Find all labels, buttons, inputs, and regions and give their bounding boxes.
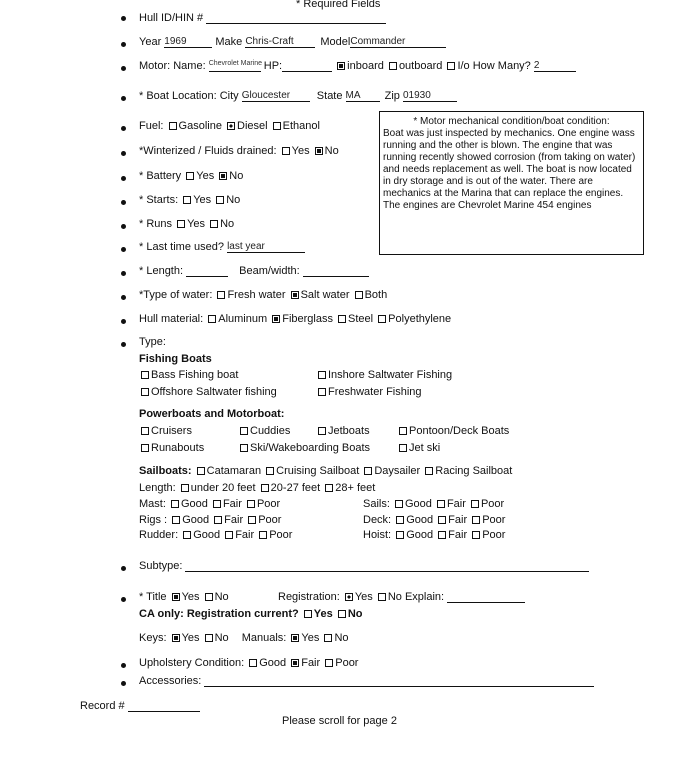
runs-yes-checkbox[interactable] [177,220,185,228]
both-water-label: Both [364,289,388,301]
hp-field[interactable] [282,60,332,72]
jetboats-label: Jetboats [328,425,370,437]
rudder-label: Rudder: [139,529,179,541]
subtype-label: Subtype: [139,560,183,572]
runabouts-checkbox[interactable] [141,444,149,452]
upholstery-fair-label: Fair [301,657,321,669]
runs-label: * Runs [139,218,173,230]
poor-label: Poor [480,498,505,510]
hoist-row [363,529,505,541]
subtype-row [139,560,589,572]
winterized-no-label: No [324,145,339,157]
io-checkbox[interactable] [447,62,455,70]
water-row [139,289,387,301]
cuddies-option[interactable] [238,425,290,437]
make-label: Make [215,36,243,48]
poor-label: Poor [482,529,506,541]
subtype-field[interactable] [185,560,589,572]
required-fields-note: * Required Fields [296,0,381,10]
ethanol-label: Ethanol [282,120,320,132]
bullet [121,176,126,181]
cruising-sailboat-label: Cruising Sailboat [276,465,360,477]
city-field[interactable]: Gloucester [242,90,310,102]
battery-row [139,170,243,182]
title-no-label: No [214,591,229,603]
bullet [121,597,126,602]
steel-label: Steel [348,313,374,325]
year-label: Year [139,36,162,48]
winterized-yes-checkbox[interactable] [282,147,290,155]
battery-no-label: No [229,170,244,182]
good-label: Good [406,529,434,541]
good-label: Good [406,514,434,526]
type-label: Type: [139,336,166,348]
bass-label: Bass Fishing boat [151,369,239,381]
condition-notes-text: Boat was just inspected by mechanics. One engine wass running and the other is blown. The engine that was running recently showed corrosion (from taking on water) and needs replacement as well. The boat is now located in dry storage and is out of the water. There are mechanics at the Marina that can replace the engines. The engines are Chevrolet Marine 454 engines [383,128,636,211]
beam-field[interactable] [303,265,369,277]
hp-label: HP: [263,60,283,72]
ca-yes-checkbox[interactable] [304,610,312,618]
fiberglass-label: Fiberglass [282,313,333,325]
upholstery-poor-checkbox[interactable] [325,659,333,667]
length-row [139,265,369,277]
accessories-row [139,675,594,687]
bullet [121,663,126,668]
upholstery-good-checkbox[interactable] [249,659,257,667]
jetski-checkbox[interactable] [399,444,407,452]
motor-name-label: Motor: Name: [139,60,206,72]
sail-length-row [139,482,375,494]
winterized-yes-label: Yes [291,145,310,157]
cuddies-checkbox[interactable] [240,427,248,435]
beam-label: Beam/width: [239,265,300,277]
scroll-note: Please scroll for page 2 [282,715,397,727]
starts-yes-label: Yes [193,194,212,206]
sailboats-heading: Sailboats: [139,465,192,477]
manuals-no-label: No [334,632,349,644]
daysailer-label: Daysailer [374,465,421,477]
registration-no-checkbox[interactable] [378,593,386,601]
condition-notes-box[interactable] [379,111,644,255]
runs-yes-label: Yes [187,218,206,230]
good-label: Good [193,529,221,541]
poor-label: Poor [258,514,282,526]
keys-label: Keys: [139,632,167,644]
rigs-row [139,514,281,526]
sails-poor-checkbox[interactable] [471,500,479,508]
starts-yes-checkbox[interactable] [183,196,191,204]
gasoline-checkbox[interactable] [169,122,177,130]
under20-checkbox[interactable] [181,484,189,492]
hoist-poor-checkbox[interactable] [472,531,480,539]
ethanol-checkbox[interactable] [273,122,281,130]
registration-no-label: No Explain: [387,591,445,603]
manuals-yes-label: Yes [301,632,320,644]
salt-water-checkbox[interactable] [291,291,299,299]
catamaran-checkbox[interactable] [197,467,205,475]
accessories-field[interactable] [204,675,594,687]
bullet [121,96,126,101]
inboard-label: inboard [347,60,384,72]
28plus-checkbox[interactable] [325,484,333,492]
aluminum-checkbox[interactable] [208,315,216,323]
powerboats-heading: Powerboats and Motorboat: [139,408,285,420]
accessories-label: Accessories: [139,675,202,687]
jetboats-checkbox[interactable] [318,427,326,435]
fair-label: Fair [222,498,242,510]
length-field[interactable] [186,265,228,277]
rigs-fair-checkbox[interactable] [214,516,222,524]
last-used-field[interactable]: last year [227,241,305,253]
upholstery-good-label: Good [259,657,287,669]
inshore-checkbox[interactable] [318,371,326,379]
bullet [121,126,126,131]
registration-explain-field[interactable] [447,591,525,603]
keys-row [139,632,349,644]
deck-row [363,514,505,526]
good-label: Good [182,514,210,526]
last-used-label: * Last time used? [139,241,224,253]
inshore-option[interactable] [316,369,452,381]
record-field[interactable] [128,700,200,712]
runs-no-label: No [220,218,235,230]
registration-label: Registration: [278,591,340,603]
runabouts-option[interactable] [139,442,204,454]
bullet [121,271,126,276]
ca-no-checkbox[interactable] [338,610,346,618]
year-make-model-row [139,36,446,48]
daysailer-checkbox[interactable] [364,467,372,475]
bullet [121,342,126,347]
mast-row [139,498,280,510]
rigs-good-checkbox[interactable] [172,516,180,524]
hull-material-label: Hull material: [139,313,204,325]
polyethylene-checkbox[interactable] [378,315,386,323]
state-label: State [316,90,343,102]
battery-no-checkbox[interactable] [219,172,227,180]
poor-label: Poor [482,514,506,526]
mast-fair-checkbox[interactable] [213,500,221,508]
make-field[interactable]: Chris-Craft [245,36,315,48]
jetski-option[interactable] [397,442,440,454]
model-field[interactable]: Commander [350,36,446,48]
racing-sailboat-checkbox[interactable] [425,467,433,475]
city-label: * Boat Location: City [139,90,239,102]
zip-field[interactable]: 01930 [403,90,457,102]
deck-poor-checkbox[interactable] [472,516,480,524]
ca-row [139,608,362,620]
fresh-water-checkbox[interactable] [217,291,225,299]
zip-label: Zip [384,90,400,102]
mast-label: Mast: [139,498,166,510]
ski-label: Ski/Wakeboarding Boats [250,442,371,454]
bullet [121,566,126,571]
poor-label: Poor [256,498,281,510]
cruising-sailboat-checkbox[interactable] [266,467,274,475]
winterized-label: *Winterized / Fluids drained: [139,145,277,157]
location-row [139,90,457,102]
jetski-label: Jet ski [409,442,441,454]
fair-label: Fair [235,529,255,541]
ca-no-label: No [347,608,363,620]
length-label: * Length: [139,265,184,277]
deck-label: Deck: [363,514,392,526]
year-field[interactable]: 1969 [164,36,212,48]
ski-option[interactable] [238,442,370,454]
hull-id-field[interactable] [206,12,386,24]
deck-fair-checkbox[interactable] [438,516,446,524]
bullet [121,247,126,252]
diesel-label: Diesel [237,120,268,132]
freshwater-option[interactable] [316,386,422,398]
offshore-option[interactable] [139,386,277,398]
ca-label: CA only: Registration current? [139,608,299,620]
rigs-poor-checkbox[interactable] [248,516,256,524]
registration-row [278,591,525,603]
bass-checkbox[interactable] [141,371,149,379]
hull-material-row [139,313,451,325]
keys-no-label: No [214,632,229,644]
20to27-label: 20-27 feet [270,482,321,494]
starts-label: * Starts: [139,194,179,206]
bullet [121,151,126,156]
starts-no-checkbox[interactable] [216,196,224,204]
mast-poor-checkbox[interactable] [247,500,255,508]
upholstery-row [139,657,358,669]
fair-label: Fair [224,514,244,526]
title-no-checkbox[interactable] [205,593,213,601]
fresh-water-label: Fresh water [227,289,286,301]
inboard-checkbox[interactable] [337,62,345,70]
title-yes-label: Yes [181,591,200,603]
sails-label: Sails: [363,498,390,510]
poor-label: Poor [269,529,293,541]
upholstery-fair-checkbox[interactable] [291,659,299,667]
fuel-label: Fuel: [139,120,164,132]
water-label: *Type of water: [139,289,213,301]
20to27-checkbox[interactable] [261,484,269,492]
battery-label: * Battery [139,170,182,182]
runs-no-checkbox[interactable] [210,220,218,228]
rigs-label: Rigs : [139,514,168,526]
title-row [139,591,229,603]
last-used-row [139,241,305,253]
pontoon-label: Pontoon/Deck Boats [409,425,510,437]
state-field[interactable]: MA [346,90,380,102]
polyethylene-label: Polyethylene [388,313,452,325]
upholstery-poor-label: Poor [335,657,359,669]
cruisers-label: Cruisers [151,425,192,437]
battery-yes-checkbox[interactable] [186,172,194,180]
upholstery-label: Upholstery Condition: [139,657,245,669]
manuals-no-checkbox[interactable] [324,634,332,642]
hull-id-label: Hull ID/HIN # [139,12,204,24]
cuddies-label: Cuddies [250,425,291,437]
sailboats-row [139,465,512,477]
rudder-good-checkbox[interactable] [183,531,191,539]
ski-checkbox[interactable] [240,444,248,452]
bullet [121,319,126,324]
pontoon-option[interactable] [397,425,509,437]
gasoline-label: Gasoline [178,120,222,132]
racing-sailboat-label: Racing Sailboat [435,465,513,477]
motor-row [139,60,576,72]
cruisers-checkbox[interactable] [141,427,149,435]
bullet [121,295,126,300]
pontoon-checkbox[interactable] [399,427,407,435]
record-row [80,700,200,712]
bullet [121,681,126,686]
fishing-boats-heading: Fishing Boats [139,353,212,365]
starts-row [139,194,240,206]
steel-checkbox[interactable] [338,315,346,323]
salt-water-label: Salt water [300,289,350,301]
runs-row [139,218,234,230]
28plus-label: 28+ feet [335,482,376,494]
fair-label: Fair [446,498,466,510]
catamaran-label: Catamaran [206,465,262,477]
both-water-checkbox[interactable] [355,291,363,299]
condition-notes-heading: * Motor mechanical condition/boat condition: [413,116,610,127]
outboard-checkbox[interactable] [389,62,397,70]
winterized-no-checkbox[interactable] [315,147,323,155]
io-label: I/o How Many? [457,60,531,72]
keys-yes-checkbox[interactable] [172,634,180,642]
rudder-row [139,529,292,541]
hoist-good-checkbox[interactable] [396,531,404,539]
ca-yes-label: Yes [313,608,333,620]
bullet [121,66,126,71]
good-label: Good [180,498,208,510]
diesel-checkbox[interactable] [227,122,235,130]
offshore-checkbox[interactable] [141,388,149,396]
aluminum-label: Aluminum [218,313,268,325]
motor-count-field[interactable]: 2 [534,60,576,72]
hoist-fair-checkbox[interactable] [438,531,446,539]
deck-good-checkbox[interactable] [396,516,404,524]
runabouts-label: Runabouts [151,442,205,454]
cruisers-option[interactable] [139,425,192,437]
hoist-label: Hoist: [363,529,392,541]
freshwater-checkbox[interactable] [318,388,326,396]
rudder-fair-checkbox[interactable] [225,531,233,539]
bass-option[interactable] [139,369,238,381]
bullet [121,200,126,205]
bullet [121,42,126,47]
manuals-label: Manuals: [241,632,287,644]
sails-row [363,498,504,510]
sail-length-label: Length: [139,482,176,494]
bullet [121,224,126,229]
sails-good-checkbox[interactable] [395,500,403,508]
good-label: Good [404,498,432,510]
inshore-label: Inshore Saltwater Fishing [328,369,453,381]
motor-name-field[interactable]: Chevrolet Marine [209,60,261,72]
offshore-label: Offshore Saltwater fishing [151,386,277,398]
rudder-poor-checkbox[interactable] [259,531,267,539]
jetboats-option[interactable] [316,425,370,437]
fair-label: Fair [448,529,468,541]
model-label: Model [320,36,351,48]
mast-good-checkbox[interactable] [171,500,179,508]
hull-id-row [139,12,386,24]
fair-label: Fair [448,514,468,526]
under20-label: under 20 feet [190,482,256,494]
bullet [121,16,126,21]
keys-no-checkbox[interactable] [205,634,213,642]
fiberglass-checkbox[interactable] [272,315,280,323]
title-yes-checkbox[interactable] [172,593,180,601]
winterized-row [139,145,339,157]
keys-yes-label: Yes [181,632,200,644]
battery-yes-label: Yes [196,170,215,182]
fuel-row [139,120,320,132]
title-label: * Title [139,591,167,603]
registration-yes-checkbox[interactable] [345,593,353,601]
registration-yes-label: Yes [354,591,373,603]
freshwater-label: Freshwater Fishing [328,386,422,398]
outboard-label: outboard [398,60,443,72]
record-label: Record # [80,700,125,712]
manuals-yes-checkbox[interactable] [291,634,299,642]
starts-no-label: No [226,194,241,206]
sails-fair-checkbox[interactable] [437,500,445,508]
